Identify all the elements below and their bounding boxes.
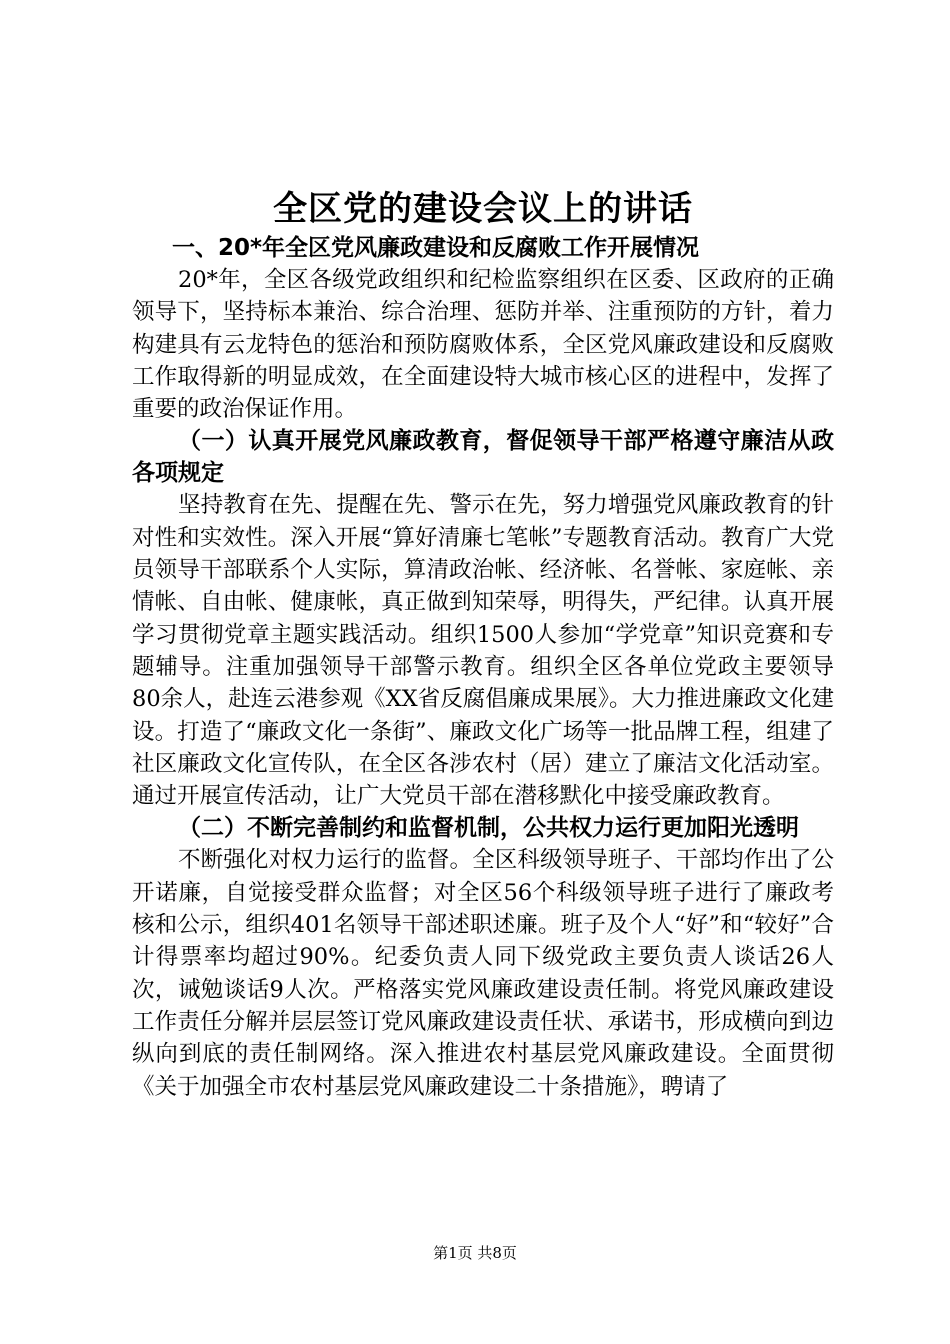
section-heading-3: （二）不断完善制约和监督机制，公共权力运行更加阳光透明 xyxy=(178,815,799,842)
section-heading-1: 一、20*年全区党风廉政建设和反腐败工作开展情况 xyxy=(172,235,700,261)
page-number-footer: 第1页 共8页 xyxy=(433,1244,517,1262)
section-paragraph-2: 坚持教育在先、提醒在先、警示在先，努力增强党风廉政教育的针对性和实效性。深入开展“算好清廉七笔帐”专题教育活动。教育广大党员领导干部联系个人实际，算清政治帐、经济帐、名誉帐、家庭帐、亲情帐、自由帐、健康帐，真正做到知荣辱，明得失，严纪律。认真开展学习贯彻党章主题实践活动。组织1500人参加“学党章”知识竞赛和专题辅导。注重加强领导干部警示教育。组织全区各单位党政主要领导80余人，赴连云港参观《XX省反腐倡廉成果展》。大力推进廉政文化建设。打造了“廉政文化一条街”、廉政文化广场等一批品牌工程，组建了社区廉政文化宣传队，在全区各涉农村（居）建立了廉洁文化活动室。通过开展宣传活动，让广大党员干部在潜移默化中接受廉政教育。 xyxy=(132,492,834,810)
section-paragraph-3: 不断强化对权力运行的监督。全区科级领导班子、干部均作出了公开诺廉，自觉接受群众监督；对全区56个科级领导班子进行了廉政考核和公示，组织401名领导干部述职述廉。班子及个人“好”和“较好”合计得票率均超过90%。纪委负责人同下级党政主要负责人谈话26人次，诫勉谈话9人次。严格落实党风廉政建设责任制。将党风廉政建设工作责任分解并层层签订党风廉政建设责任状、承诺书，形成横向到边纵向到底的责任制网络。深入推进农村基层党风廉政建设。全面贯彻《关于加强全市农村基层党风廉政建设二十条措施》，聘请了 xyxy=(132,847,834,1100)
section-paragraph-1: 20*年，全区各级党政组织和纪检监察组织在区委、区政府的正确领导下，坚持标本兼治、综合治理、惩防并举、注重预防的方针，着力构建具有云龙特色的惩治和预防腐败体系，全区党风廉政建设和反腐败工作取得新的明显成效，在全面建设特大城市核心区的进程中，发挥了重要的政治保证作用。 xyxy=(132,267,834,423)
section-heading-2: （一）认真开展党风廉政教育，督促领导干部严格遵守廉洁从政各项规定 xyxy=(132,428,834,487)
document-title: 全区党的建设会议上的讲话 xyxy=(273,189,693,229)
document-body xyxy=(132,186,834,1103)
